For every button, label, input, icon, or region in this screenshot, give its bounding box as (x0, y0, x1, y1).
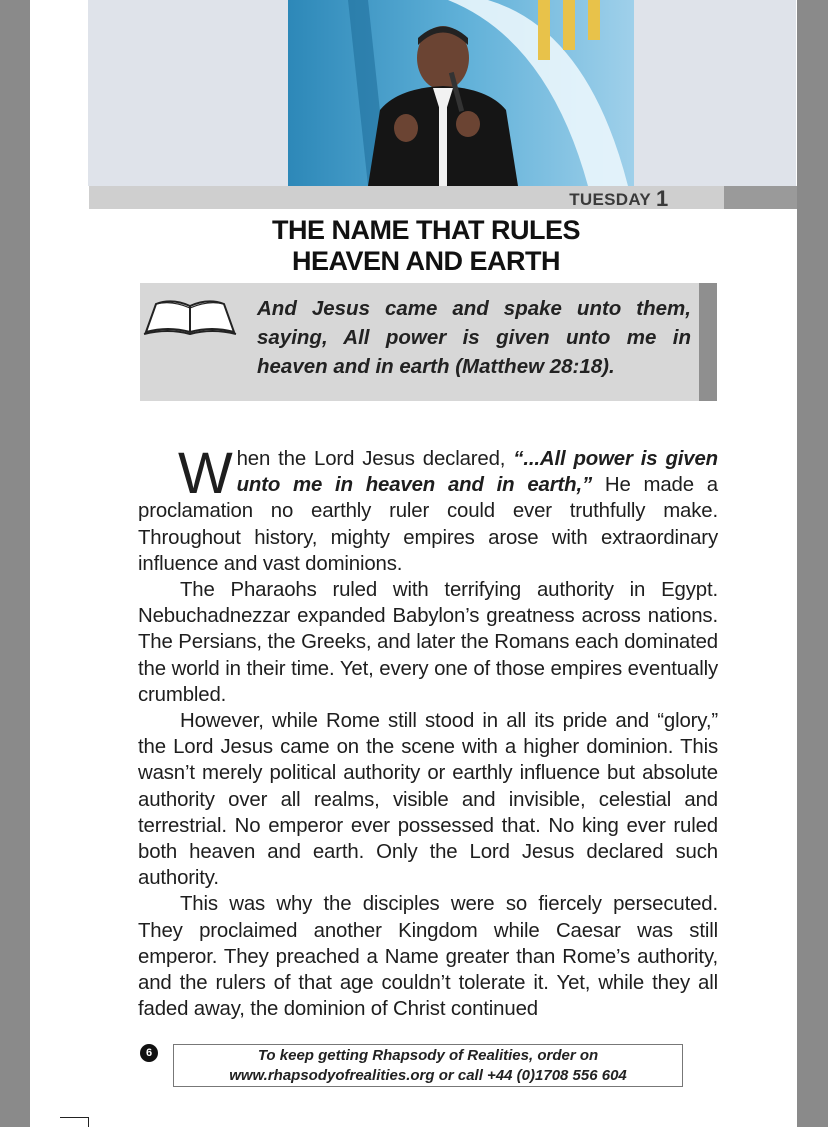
day-of-week: TUESDAY (569, 190, 651, 209)
paragraph-1: When the Lord Jesus declared, “...All power is given unto me in heaven and in earth,” He made a proclamation no earthly ruler could ever truthfully make. Throughout history, mighty empires arose with extraordinary influence and vast dominions. (138, 441, 718, 575)
devotional-title (170, 215, 682, 277)
verse-box-edge (699, 283, 717, 401)
day-number: 1 (656, 186, 669, 211)
drop-cap: W (178, 441, 233, 506)
paragraph-3: However, while Rome still stood in all its pride and “glory,” the Lord Jesus came on the scene with a higher dominion. This wasn’t merely political authority or earthly influence but absolute authority over all realms, visible and invisible, celestial and terrestrial. No emperor ever possessed that. No king ever ruled both heaven and earth. Only the Lord Jesus declared such authority. (138, 710, 718, 890)
paragraph-2: The Pharaohs ruled with terrifying authority in Egypt. Nebuchadnezzar expanded Babylon’s greatness across nations. The Persians, the Greeks, and later the Romans each dominated the world in their time. Yet, every one of those empires eventually crumbled. (138, 579, 718, 706)
title-line-2: HEAVEN AND EARTH (291, 246, 560, 276)
footer-line-1: To keep getting Rhapsody of Realities, order on (257, 1047, 599, 1064)
verse-text: And Jesus came and spake unto them, saying, All power is given unto me in heaven and in earth (Matthew 28:18). (257, 297, 691, 378)
footer-line-2: www.rhapsodyofrealities.org or call +44 (0)1708 556 604 (229, 1067, 627, 1084)
crop-mark (60, 1117, 89, 1127)
day-bar-accent (724, 186, 797, 209)
page-number-badge: 6 (140, 1044, 158, 1062)
header-photo-area (88, 0, 796, 186)
open-book-icon (142, 294, 238, 336)
title-line-1: THE NAME THAT RULES (272, 215, 580, 245)
document-page (30, 0, 797, 1127)
scripture-quote: “...All power is given unto me in heaven and in earth,” (236, 448, 718, 497)
paragraph-4: This was why the disciples were so fiercely persecuted. They proclaimed another Kingdom while Caesar was still emperor. They preached a Name greater than Rome’s authority, and the rulers of that age couldn’t tolerate it. Yet, while they all faded away, the dominion of Christ continued (138, 893, 718, 1021)
devotional-body (138, 441, 718, 1022)
footer-order-box (173, 1044, 683, 1087)
speaker-photo (288, 0, 634, 186)
